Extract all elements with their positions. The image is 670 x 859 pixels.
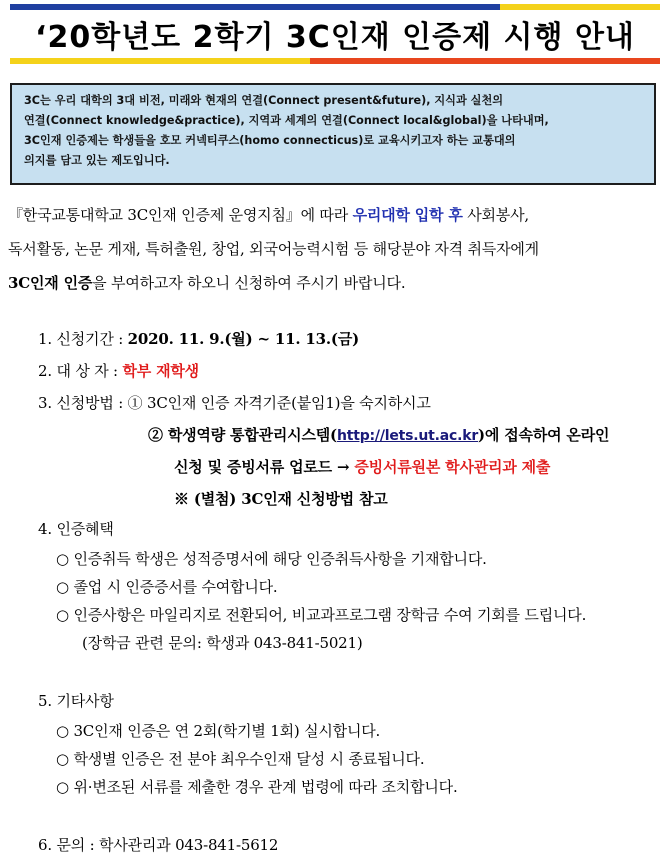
- paragraph-line: 3C인재 인증을 부여하고자 하오니 신청하여 주시기 바랍니다.: [8, 274, 406, 292]
- item-other: 5. 기타사항: [38, 692, 114, 710]
- lets-system-link[interactable]: http://lets.ut.ac.kr: [336, 428, 479, 444]
- title-banner: [10, 4, 660, 64]
- title-bottom-stripe: [10, 58, 660, 64]
- paragraph-line: 『한국교통대학교 3C인재 인증제 운영지침』에 따라 우리대학 입학 후 사회봉사,: [8, 206, 529, 224]
- intro-line: 연결(Connect knowledge&practice), 지역과 세계의 연결(Connect local&global)을 나타내며,: [24, 114, 549, 127]
- benefit-item: ○ 졸업 시 인증증서를 수여합니다.: [56, 578, 278, 596]
- intro-box: [10, 83, 656, 185]
- main-paragraph: [8, 198, 664, 300]
- intro-line: 3C인재 인증제는 학생들을 호모 커넥티쿠스(homo connecticus)로 교육시키고자 하는 교통대의: [24, 134, 516, 147]
- item-benefits: 4. 인증혜택: [38, 520, 114, 538]
- item-contact: 6. 문의 : 학사관리과 043-841-5612: [38, 836, 279, 854]
- item-method-step2: ② 학생역량 통합관리시스템(http://lets.ut.ac.kr)에 접속하여 온라인: [148, 426, 610, 444]
- other-item: ○ 위·변조된 서류를 제출한 경우 관계 법령에 따라 조치합니다.: [56, 778, 458, 796]
- benefit-item: ○ 인증사항은 마일리지로 전환되어, 비교과프로그램 장학금 수여 기회를 드립니다.: [56, 606, 587, 624]
- benefit-item: ○ 인증취득 학생은 성적증명서에 해당 인증취득사항을 기재합니다.: [56, 550, 487, 568]
- item-method-step3: 신청 및 증빙서류 업로드 → 증빙서류원본 학사관리과 제출: [174, 458, 551, 476]
- item-method-note: ※ (별첨) 3C인재 신청방법 참고: [174, 490, 388, 508]
- other-item: ○ 학생별 인증은 전 분야 최우수인재 달성 시 종료됩니다.: [56, 750, 425, 768]
- paragraph-line: 독서활동, 논문 게재, 특허출원, 창업, 외국어능력시험 등 해당분야 자격 취득자에게: [8, 240, 539, 258]
- item-application-period: 1. 신청기간 : 2020. 11. 9.(월) ~ 11. 13.(금): [38, 330, 360, 348]
- item-target: 2. 대 상 자 : 학부 재학생: [38, 362, 199, 380]
- page-title: ‘20학년도 2학기 3C인재 인증제 시행 안내: [35, 20, 635, 55]
- highlight-admission: 우리대학 입학 후: [352, 206, 463, 224]
- scholarship-note: (장학금 관련 문의: 학생과 043-841-5021): [82, 634, 363, 652]
- intro-line: 의지를 담고 있는 제도입니다.: [24, 154, 170, 167]
- highlight-certification: 3C인재 인증: [8, 274, 93, 292]
- item-method: 3. 신청방법 : ① 3C인재 인증 자격기준(붙임1)을 숙지하시고: [38, 394, 431, 412]
- intro-line: 3C는 우리 대학의 3대 비전, 미래와 현재의 연결(Connect present&future), 지식과 실천의: [24, 94, 504, 107]
- other-item: ○ 3C인재 인증은 연 2회(학기별 1회) 실시합니다.: [56, 722, 381, 740]
